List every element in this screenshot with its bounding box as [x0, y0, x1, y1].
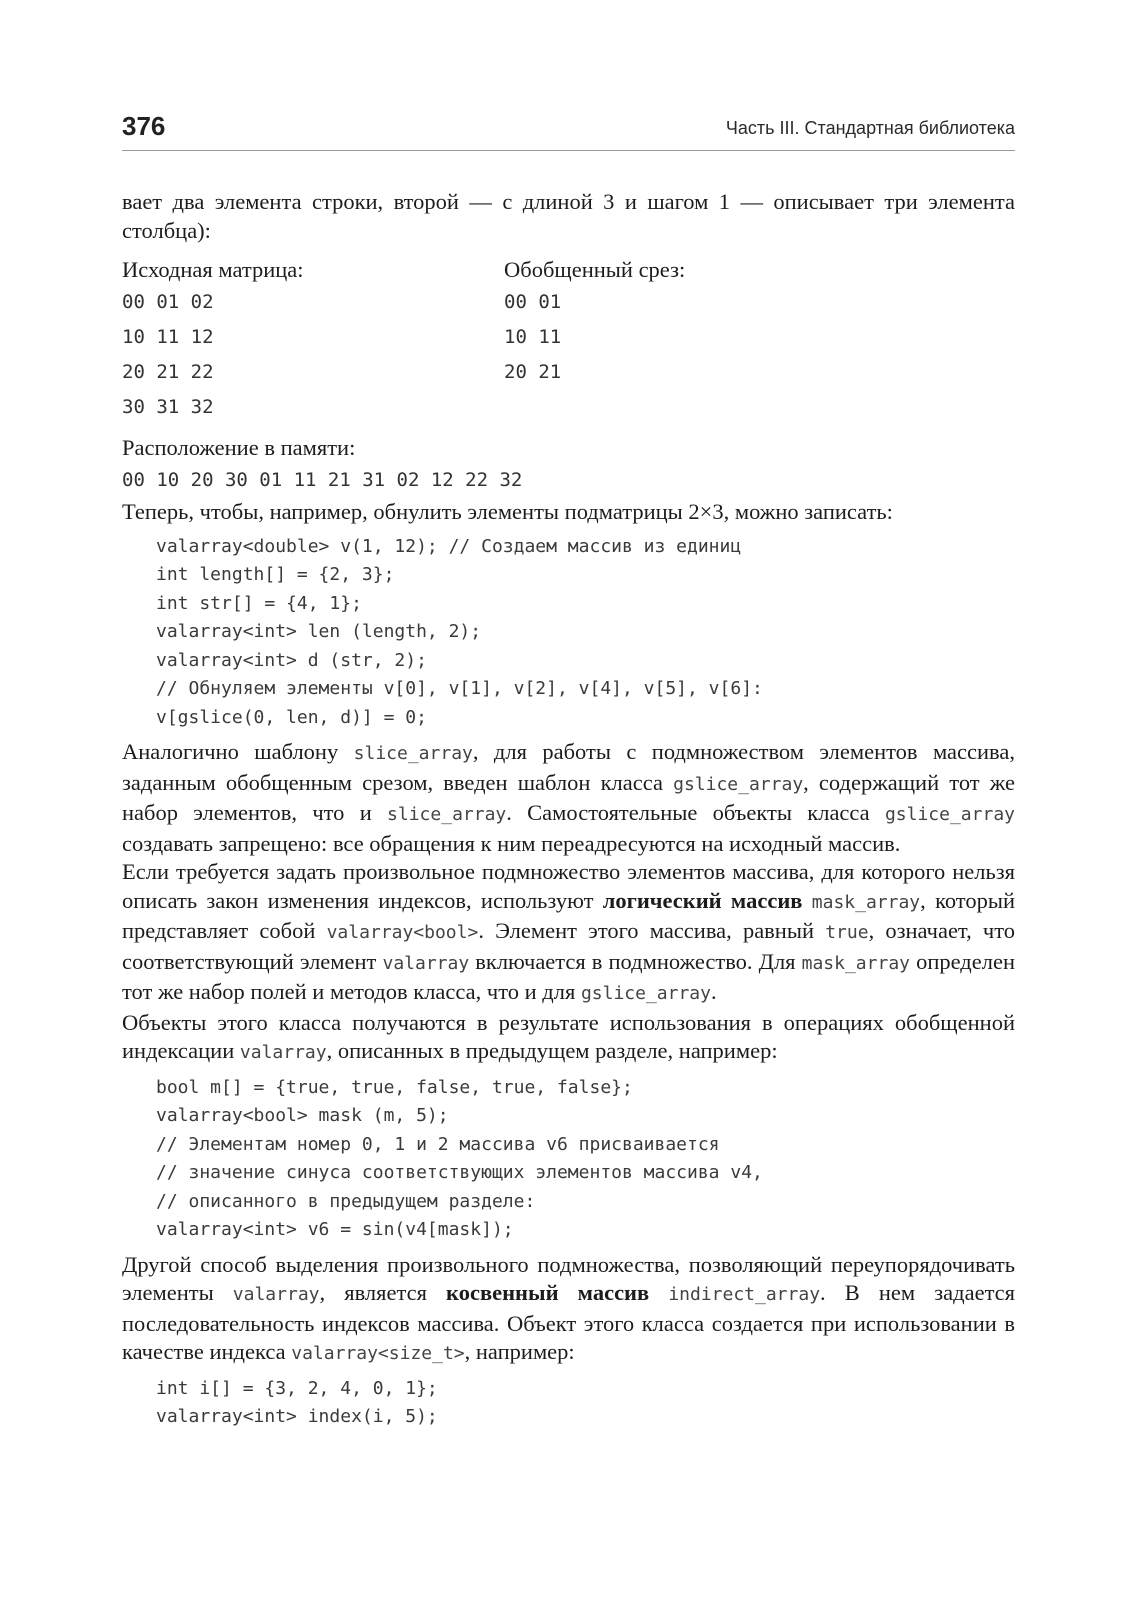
text-run: .	[710, 979, 717, 1004]
original-matrix	[122, 255, 504, 425]
code-line: // Элементам номер 0, 1 и 2 массива v6 присваивается	[156, 1133, 720, 1155]
bold-term: косвенный массив	[446, 1280, 650, 1305]
bold-term: логический массив	[602, 887, 803, 913]
code-line: valarray<int> d (str, 2);	[156, 649, 427, 671]
text-run: , который представляет собой	[122, 887, 1016, 943]
zeroing-paragraph: Теперь, чтобы, например, обнулить элементы подматрицы 2×3, можно записать:	[122, 499, 893, 524]
code-line: // описанного в предыдущем разделе:	[156, 1190, 536, 1212]
text-run: . Элемент этого массива, равный	[478, 918, 826, 943]
gslice-array-paragraph	[122, 738, 1015, 858]
text-run: Если требуется задать произвольное подмножество элементов массива, для которого нельзя описать закон изменения индексов, используют	[122, 859, 1015, 913]
code-line: valarray<double> v(1, 12); // Создаем массив из единиц	[156, 535, 742, 557]
inline-code: valarray<bool>	[326, 922, 479, 943]
inline-code: slice_array	[387, 804, 507, 825]
text-run: Объекты этого класса получаются в результате использования в операциях обобщенной индексации	[122, 1009, 1015, 1063]
code-line: int i[] = {3, 2, 4, 0, 1};	[156, 1377, 438, 1399]
text-run: , для работы с подмножеством элементов массива, заданным обобщенным срезом, введен шаблон класса	[122, 739, 1015, 795]
slice-title: Обобщенный срез:	[504, 257, 686, 282]
page-header	[122, 110, 1015, 151]
text-run: , является	[319, 1280, 447, 1305]
text-run: . В нем задается последовательность индексов массива. Объект этого класса создается при использовании в качестве индекса	[122, 1280, 1016, 1364]
slice-row: 20 21	[504, 361, 562, 383]
code-line: valarray<int> index(i, 5);	[156, 1406, 438, 1427]
text-run: . Самостоятельные объекты класса	[506, 800, 885, 825]
code-line: valarray<int> len (length, 2);	[156, 621, 482, 642]
memory-layout-row: 00 10 20 30 01 11 21 31 02 12 22 32	[122, 469, 523, 491]
running-title: Часть III. Стандартная библиотека	[725, 118, 1015, 138]
inline-code: gslice_array	[884, 804, 1015, 825]
text-run: Другой способ выделения произвольного подмножества, позволяющий переупорядочивать элементы	[122, 1251, 1015, 1305]
memory-layout-title: Расположение в памяти:	[122, 435, 356, 460]
code-listing-gslice	[156, 533, 1015, 733]
text-run	[649, 1280, 668, 1305]
text-run: включается в подмножество. Для	[469, 948, 802, 974]
text-run: создавать запрещено: все обращения к ним переадресуются на исходный массив.	[122, 830, 901, 856]
text-run: , описанных в предыдущем разделе, например:	[326, 1038, 778, 1063]
inline-code: valarray	[382, 952, 470, 974]
code-line: int str[] = {4, 1};	[156, 592, 362, 614]
inline-code: gslice_array	[673, 773, 804, 795]
code-line: bool m[] = {true, true, false, true, false};	[156, 1076, 633, 1098]
objects-paragraph	[122, 1009, 1015, 1068]
code-line: // Обнуляем элементы v[0], v[1], v[2], v[4], v[5], v[6]:	[156, 678, 763, 699]
inline-code: slice_array	[353, 743, 473, 764]
inline-code: valarray	[239, 1042, 327, 1063]
generalized-slice	[504, 255, 904, 425]
slice-row: 00 01	[504, 291, 562, 313]
matrix-row: 10 11 12	[122, 326, 214, 348]
inline-code: valarray	[232, 1284, 320, 1305]
text-run	[802, 888, 811, 913]
indirect-array-paragraph	[122, 1251, 1015, 1369]
text-run: , содержащий тот же набор элементов, что и	[122, 769, 1015, 825]
inline-code: mask_array	[811, 891, 921, 913]
matrix-row: 20 21 22	[122, 361, 214, 383]
matrix-row: 30 31 32	[122, 396, 214, 418]
page-number: 376	[122, 111, 166, 141]
inline-code: valarray<size_t>	[291, 1343, 465, 1364]
code-listing-mask	[156, 1074, 1015, 1245]
page-content	[122, 188, 1015, 1438]
matrix-row: 00 01 02	[122, 291, 214, 313]
inline-code: mask_array	[801, 952, 910, 974]
code-line: valarray<int> v6 = sin(v4[mask]);	[156, 1219, 514, 1240]
intro-paragraph: вает два элемента строки, второй — с длиной 3 и шагом 1 — описывает три элемента столбца):	[122, 189, 1015, 243]
slice-row: 10 11	[504, 326, 562, 348]
text-run: Аналогично шаблону	[122, 739, 354, 764]
text-run: определен тот же набор полей и методов класса, что и для	[122, 948, 1015, 1004]
text-run: , означает, что соответствующий элемент	[122, 918, 1015, 974]
inline-code: gslice_array	[580, 983, 711, 1004]
inline-code: indirect_array	[668, 1284, 821, 1305]
inline-code: true	[825, 922, 869, 943]
code-listing-indirect	[156, 1375, 1015, 1432]
matrix-example	[122, 255, 1015, 425]
code-line: // значение синуса соответствующих элементов массива v4,	[156, 1162, 763, 1183]
text-run: , например:	[464, 1339, 575, 1364]
original-matrix-title: Исходная матрица:	[122, 257, 304, 282]
mask-array-paragraph	[122, 858, 1015, 1009]
code-line: valarray<bool> mask (m, 5);	[156, 1105, 449, 1126]
code-line: int length[] = {2, 3};	[156, 564, 395, 585]
code-line: v[gslice(0, len, d)] = 0;	[156, 706, 427, 728]
